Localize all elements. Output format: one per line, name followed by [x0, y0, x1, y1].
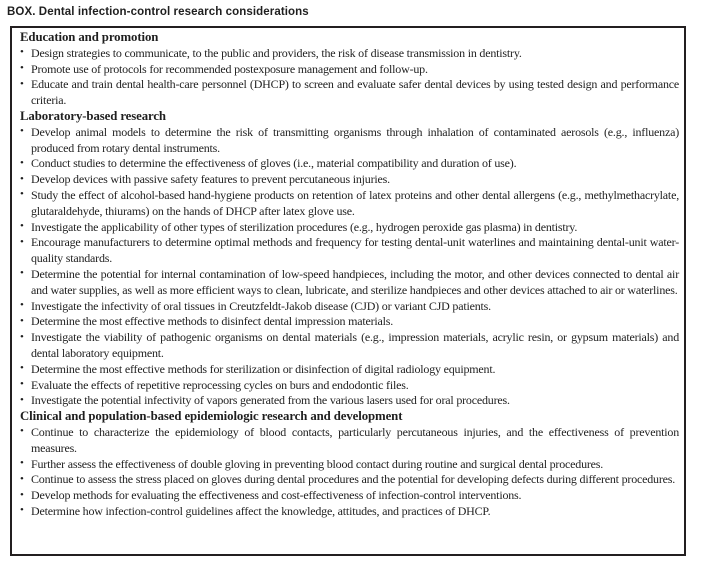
bullet-text: Design strategies to communicate, to the public and providers, the risk of disease transmission in dentistry. — [31, 45, 522, 60]
bullet-icon: • — [20, 299, 24, 312]
bullet-item — [20, 314, 679, 330]
bullet-icon: • — [20, 125, 24, 138]
bullet-item — [20, 77, 679, 109]
bullet-icon: • — [20, 172, 24, 185]
bullet-text: Develop methods for evaluating the effectiveness and cost-effectiveness of infection-control interventions. — [31, 488, 522, 503]
bullet-icon: • — [20, 156, 24, 169]
bullet-icon: • — [20, 188, 24, 201]
bullet-item — [20, 235, 679, 267]
bullet-icon: • — [20, 378, 24, 391]
bullet-text: Promote use of protocols for recommended postexposure management and follow-up. — [31, 61, 428, 76]
bullet-item — [20, 362, 679, 378]
bullet-icon: • — [20, 330, 24, 343]
bullet-text: Continue to characterize the epidemiology of blood contacts, particularly percutaneous injuries, and the effectiveness of prevention measures. — [31, 424, 679, 455]
bullet-item — [20, 188, 679, 220]
bullet-text: Investigate the viability of pathogenic organisms on dental materials (e.g., impression materials, acrylic resin, or gypsum materials) and dental laboratory equipment. — [31, 330, 679, 360]
bullet-icon: • — [20, 488, 24, 501]
bullet-icon: • — [20, 362, 24, 375]
bullet-text: Investigate the applicability of other types of sterilization procedures (e.g., hydrogen peroxide gas plasma) in dentistry. — [31, 219, 578, 234]
bullet-text: Develop devices with passive safety features to prevent percutaneous injuries. — [31, 172, 390, 187]
bullet-text: Determine how infection-control guidelines affect the knowledge, attitudes, and practices of DHCP. — [31, 503, 491, 518]
bullet-item — [20, 457, 679, 473]
bullet-text: Evaluate the effects of repetitive reprocessing cycles on burs and endodontic files. — [31, 377, 409, 392]
research-box — [10, 26, 686, 556]
bullet-item — [20, 220, 679, 236]
bullet-item — [20, 488, 679, 504]
bullet-icon: • — [20, 472, 24, 485]
bullet-text: Determine the most effective methods to disinfect dental impression materials. — [31, 314, 394, 329]
bullet-icon: • — [20, 504, 24, 517]
bullet-list — [20, 425, 679, 520]
bullet-text: Determine the most effective methods for sterilization or disinfection of digital radiology equipment. — [31, 361, 496, 376]
bullet-item — [20, 393, 679, 409]
bullet-text: Conduct studies to determine the effectiveness of gloves (i.e., material compatibility and duration of use). — [31, 156, 517, 171]
bullet-item — [20, 378, 679, 394]
bullet-icon: • — [20, 457, 24, 470]
bullet-icon: • — [20, 77, 24, 90]
section-heading: Clinical and population-based epidemiologic research and development — [20, 409, 403, 424]
section-heading: Education and promotion — [20, 30, 159, 44]
bullet-text: Develop animal models to determine the risk of transmitting organisms through inhalation of contaminated aerosols (e.g., influenza) produced from rotary dental instruments. — [31, 124, 679, 155]
box-content — [20, 30, 679, 520]
bullet-icon: • — [20, 393, 24, 406]
bullet-icon: • — [20, 314, 24, 327]
bullet-text: Determine the potential for internal contamination of low-speed handpieces, including the motor, and other devices connected to dental air and water supplies, as well as more efficient ways to clean, lubricate, and sterilize handpieces and other devices attached to air or waterlines. — [31, 266, 679, 297]
box-title: BOX. Dental infection-control research considerations — [7, 6, 309, 18]
bullet-icon: • — [20, 235, 24, 248]
bullet-icon: • — [20, 267, 24, 280]
bullet-list — [20, 46, 679, 109]
bullet-icon: • — [20, 220, 24, 233]
section-heading: Laboratory-based research — [20, 108, 166, 123]
bullet-item — [20, 156, 679, 172]
bullet-text: Further assess the effectiveness of double gloving in preventing blood contact during routine and surgical dental procedures. — [31, 456, 604, 471]
bullet-text: Study the effect of alcohol-based hand-hygiene products on retention of latex proteins and other dental allergens (e.g., methylmethacrylate, glutaraldehyde, thiurams) on the hands of DHCP after latex glove use. — [31, 187, 679, 218]
bullet-item — [20, 425, 679, 457]
bullet-item — [20, 504, 679, 520]
bullet-text: Educate and train dental health-care personnel (DHCP) to screen and evaluate safer dental devices by using tested design and performance criteria. — [31, 77, 679, 108]
bullet-text: Investigate the infectivity of oral tissues in Creutzfeldt-Jakob disease (CJD) or variant CJD patients. — [31, 298, 491, 313]
bullet-text: Continue to assess the stress placed on gloves during dental procedures and the potential for developing defects during different procedures. — [31, 472, 676, 487]
bullet-icon: • — [20, 46, 24, 59]
bullet-item — [20, 172, 679, 188]
bullet-item — [20, 299, 679, 315]
bullet-text: Encourage manufacturers to determine optimal methods and frequency for testing dental-unit waterlines and maintaining dental-unit water-quality standards. — [31, 235, 679, 266]
bullet-item — [20, 472, 679, 488]
bullet-icon: • — [20, 62, 24, 75]
bullet-text: Investigate the potential infectivity of vapors generated from the various lasers used for oral procedures. — [31, 393, 510, 408]
bullet-list — [20, 125, 679, 409]
bullet-item — [20, 62, 679, 78]
bullet-item — [20, 267, 679, 299]
bullet-icon: • — [20, 425, 24, 438]
bullet-item — [20, 125, 679, 157]
bullet-item — [20, 46, 679, 62]
bullet-item — [20, 330, 679, 362]
